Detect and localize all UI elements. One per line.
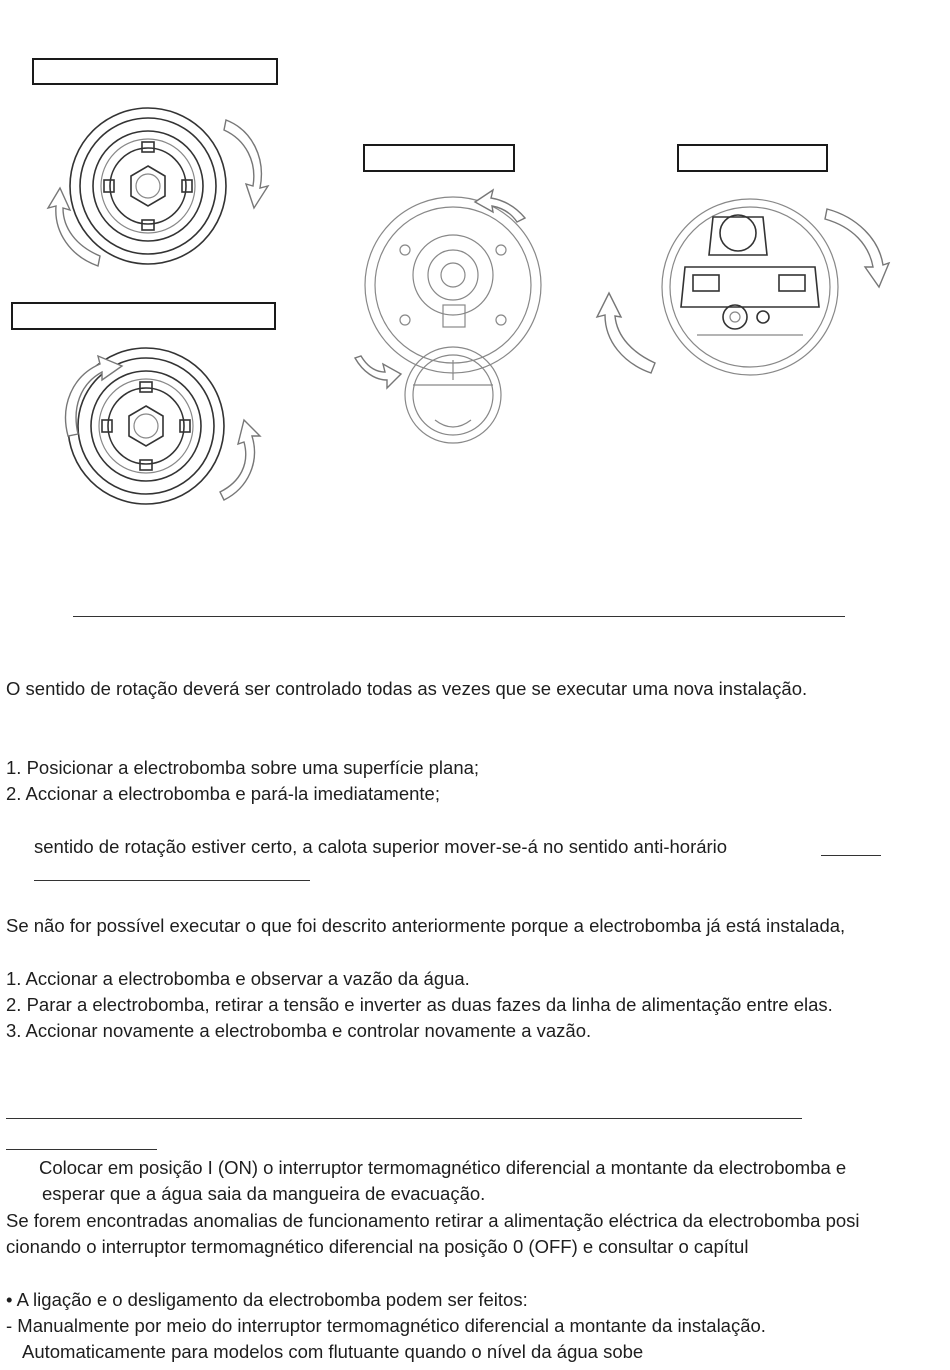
connection-title: • A ligação e o desligamento da electrobomba podem ser feitos: [6,1289,528,1310]
impeller-rotation-icon [38,340,268,515]
figure-label-box-right [677,144,828,172]
anomaly-line-2: cionando o interruptor termomagnético diferencial na posição 0 (OFF) e consultar o capítul [6,1236,749,1257]
alternative-step-2: 2. Parar a electrobomba, retirar a tensão e inverter as duas fazes da linha de alimentação entre elas. [6,994,833,1015]
connection-automatic: Automaticamente para modelos com flutuante quando o nível da água sobe [22,1341,644,1362]
rotation-direction-text: sentido de rotação estiver certo, a calota superior mover-se-á no sentido anti-horário [34,836,728,857]
anomaly-line-1: Se forem encontradas anomalias de funcionamento retirar a alimentação eléctrica da electrobomba posi [6,1210,860,1231]
start-instruction-line-1: Colocar em posição I (ON) o interruptor termomagnético diferencial a montante da electrobomba e [39,1157,847,1178]
step-1: 1. Posicionar a electrobomba sobre uma superfície plana; [6,757,480,778]
figure-label-box-bottom-left [11,302,276,330]
pump-top-rotation-icon [595,195,890,380]
intro-paragraph: O sentido de rotação deverá ser controlado todas as vezes que se executar uma nova instalação. [6,678,808,699]
subsection-rule [6,1149,157,1150]
pump-base-rotation-icon [345,180,560,450]
start-instruction-line-2: esperar que a água saia da mangueira de evacuação. [42,1183,486,1204]
blank-line [34,880,310,881]
figure-label-box-top-left [32,58,278,85]
step-2: 2. Accionar a electrobomba e pará-la imediatamente; [6,783,440,804]
section-title-underline [73,616,845,617]
alternative-step-1: 1. Accionar a electrobomba e observar a vazão da água. [6,968,470,989]
blank-line [821,855,881,856]
section-rule [6,1118,802,1119]
alternative-step-3: 3. Accionar novamente a electrobomba e controlar novamente a vazão. [6,1020,592,1041]
connection-manual: - Manualmente por meio do interruptor termomagnético diferencial a montante da instalação. [6,1315,766,1336]
impeller-rotation-icon [40,100,270,275]
figure-label-box-middle [363,144,515,172]
alternative-intro: Se não for possível executar o que foi descrito anteriormente porque a electrobomba já está instalada, [6,915,846,936]
